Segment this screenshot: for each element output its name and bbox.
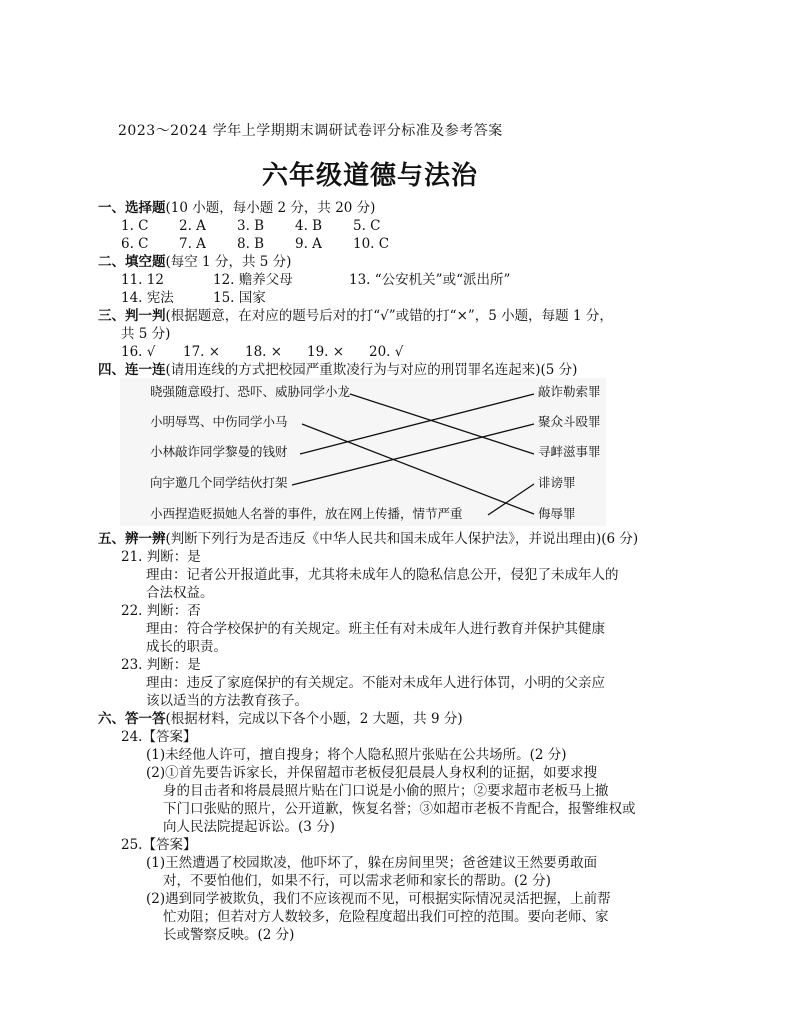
left-item-2: 小明辱骂、中伤同学小马 bbox=[150, 414, 288, 429]
document-header: 2023～2024 学年上学期期末调研试卷评分标准及参考答案 bbox=[118, 123, 503, 139]
section-4-title: 四、连一连 bbox=[98, 362, 166, 378]
q24-answer-2-line-3: 下门口张贴的照片，公开道歉，恢复名誉；③如超市老板不肯配合，报警维权或 bbox=[163, 801, 636, 817]
q25-answer-1-line-2: 对，不要怕他们，如果不行，可以需求老师和家长的帮助。(2 分) bbox=[163, 873, 551, 889]
answer-3: 3. B bbox=[237, 218, 265, 234]
connection-lines bbox=[120, 378, 606, 526]
q24-label: 24.【答案】 bbox=[121, 729, 197, 745]
q23-reason: 理由：违反了家庭保护的有关规定。不能对未成年人进行体罚，小明的父亲应 bbox=[146, 675, 605, 691]
connection-line-3 bbox=[300, 394, 534, 454]
answer-4: 4. B bbox=[295, 218, 323, 234]
section-2-row-1 bbox=[121, 270, 510, 290]
left-item-4: 向宇邀几个同学结伙打架 bbox=[150, 475, 288, 490]
connection-line-1 bbox=[350, 394, 534, 454]
section-6-note: (根据材料，完成以下各个小题，2 大题，共 9 分) bbox=[165, 711, 463, 727]
section-5-note: (判断下列行为是否违反《中华人民共和国未成年人保护法》，并说出理由)(6 分) bbox=[165, 531, 639, 547]
answer-7: 7. A bbox=[179, 236, 206, 252]
q22-reason-cont: 成长的职责。 bbox=[146, 639, 227, 655]
q23-judgement: 23. 判断：是 bbox=[121, 657, 201, 673]
matching-diagram bbox=[120, 378, 606, 526]
answer-9: 9. A bbox=[295, 236, 322, 252]
q22-reason: 理由：符合学校保护的有关规定。班主任有对未成年人进行教育并保护其健康 bbox=[146, 621, 605, 637]
q21-reason: 理由：记者公开报道此事，尤其将未成年人的隐私信息公开，侵犯了未成年人的 bbox=[146, 567, 619, 583]
answer-15: 15. 国家 bbox=[213, 290, 266, 306]
left-item-5: 小西捏造贬损她人名誉的事件，放在网上传播，情节严重 bbox=[150, 506, 463, 521]
answer-14: 14. 宪法 bbox=[121, 290, 174, 306]
section-3-note-cont: 共 5 分) bbox=[121, 326, 171, 342]
q25-label: 25.【答案】 bbox=[121, 837, 197, 853]
q21-judgement: 21. 判断：是 bbox=[121, 549, 201, 565]
answer-2: 2. A bbox=[179, 218, 206, 234]
answer-20: 20. √ bbox=[369, 344, 404, 360]
section-3-answers bbox=[121, 342, 403, 362]
q24-answer-2-line-4: 向人民法院提起诉讼。(3 分) bbox=[163, 819, 335, 835]
section-3-title: 三、判一判 bbox=[98, 308, 166, 324]
q25-answer-2: (2)遇到同学被欺负，我们不应该视而不见，可根据实际情况灵活把握，上前帮 bbox=[146, 891, 611, 907]
answer-19: 19. × bbox=[307, 344, 345, 360]
connection-line-4 bbox=[292, 424, 534, 485]
answer-17: 17. × bbox=[183, 344, 221, 360]
answer-18: 18. × bbox=[245, 344, 283, 360]
right-item-1: 敲诈勒索罪 bbox=[538, 384, 601, 399]
answer-1: 1. C bbox=[121, 218, 149, 234]
left-item-3: 小林敲诈同学黎曼的钱财 bbox=[150, 444, 288, 459]
right-item-2: 聚众斗殴罪 bbox=[538, 414, 601, 429]
section-2-title: 二、填空题 bbox=[98, 254, 166, 270]
answer-12: 12. 赡养父母 bbox=[213, 272, 293, 288]
section-2-row-2 bbox=[121, 288, 266, 308]
section-2-heading bbox=[98, 252, 291, 272]
section-1-title: 一、选择题 bbox=[98, 200, 166, 216]
answer-5: 5. C bbox=[353, 218, 381, 234]
answer-11: 11. 12 bbox=[121, 272, 164, 288]
answer-6: 6. C bbox=[121, 236, 149, 252]
answer-13: 13. “公安机关”或“派出所” bbox=[349, 272, 511, 288]
section-4-note: (请用连线的方式把校园严重欺凌行为与对应的刑罚罪名连起来)(5 分) bbox=[165, 362, 578, 378]
right-item-4: 诽谤罪 bbox=[538, 475, 576, 490]
q25-answer-1: (1)王然遭遇了校园欺凌，他吓坏了，躲在房间里哭；爸爸建议王然要勇敢面 bbox=[146, 855, 598, 871]
q21-reason-cont: 合法权益。 bbox=[146, 585, 214, 601]
right-item-5: 侮辱罪 bbox=[538, 506, 576, 521]
q24-answer-2: (2)①首先要告诉家长，并保留超市老板侵犯晨晨人身权利的证据，如要求搜 bbox=[146, 765, 598, 781]
section-3-heading bbox=[98, 306, 613, 326]
section-4-heading bbox=[98, 360, 577, 380]
q22-judgement: 22. 判断：否 bbox=[121, 603, 201, 619]
section-1-note: (10 小题，每小题 2 分，共 20 分) bbox=[165, 200, 376, 216]
connection-line-2 bbox=[302, 424, 534, 514]
q25-answer-2-line-2: 忙劝阻；但若对方人数较多，危险程度超出我们可控的范围。要向老师、家 bbox=[163, 909, 609, 925]
section-6-heading bbox=[98, 709, 463, 729]
section-5-title: 五、辨一辨 bbox=[98, 531, 166, 547]
q23-reason-cont: 该以适当的方法教育孩子。 bbox=[146, 693, 308, 709]
right-item-3: 寻衅滋事罪 bbox=[538, 444, 601, 459]
section-1-row-1 bbox=[121, 216, 381, 236]
section-2-note: (每空 1 分，共 5 分) bbox=[165, 254, 292, 270]
section-1-heading bbox=[98, 198, 375, 218]
page-title: 六年级道德与法治 bbox=[262, 161, 479, 191]
section-1-row-2 bbox=[121, 234, 389, 254]
answer-16: 16. √ bbox=[121, 344, 156, 360]
left-item-1: 晓强随意殴打、恐吓、威胁同学小龙 bbox=[150, 384, 351, 399]
section-6-title: 六、答一答 bbox=[98, 711, 166, 727]
answer-10: 10. C bbox=[353, 236, 390, 252]
q24-answer-1: (1)未经他人许可，擅自搜身；将个人隐私照片张贴在公共场所。(2 分) bbox=[146, 747, 567, 763]
answer-8: 8. B bbox=[237, 236, 265, 252]
section-3-note: (根据题意，在对应的题号后对的打“√”或错的打“×”，5 小题，每题 1 分， bbox=[165, 308, 613, 324]
q25-answer-2-line-3: 长或警察反映。(2 分) bbox=[163, 927, 295, 943]
q24-answer-2-line-2: 身的目击者和将晨晨照片贴在门口说是小偷的照片；②要求超市老板马上撤 bbox=[163, 783, 609, 799]
section-5-heading bbox=[98, 529, 638, 549]
